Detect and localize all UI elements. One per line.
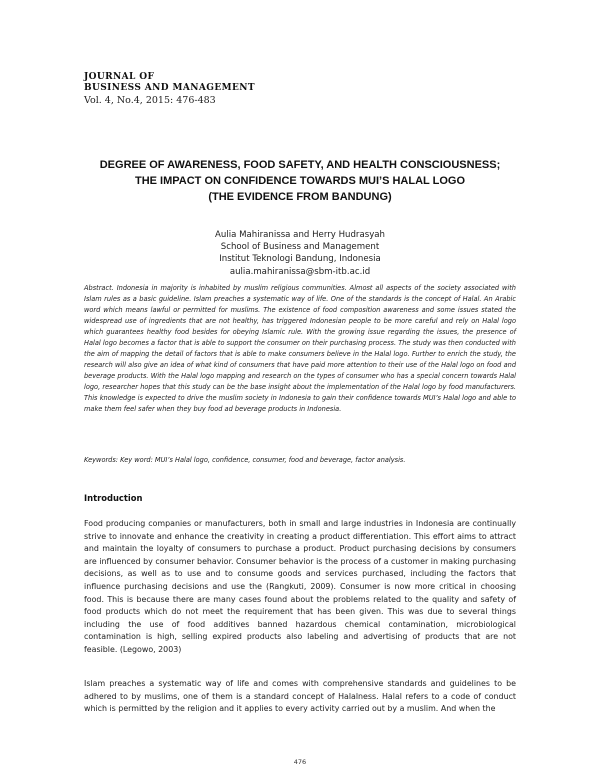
- intro-paragraph-2: Islam preaches a systematic way of life and comes with comprehensive standards and guidelines to be adhered to by muslims, one of them is a standard concept of Halalness. Halal refers to a code of conduct which is permitted by the religion and it applies to every activity carried out by a muslim. And when the: [84, 679, 516, 714]
- title-line1: DEGREE OF AWARENESS, FOOD SAFETY, AND HEALTH CONSCIOUSNESS;: [99, 159, 501, 171]
- journal-volume: Vol. 4, No.4, 2015: 476-483: [84, 95, 216, 106]
- author-email: aulia.mahiranissa@sbm-itb.ac.id: [229, 266, 371, 277]
- abstract: Abstract. Indonesia in majority is inhabited by muslim religious communities. Almost all aspects of the society associated with Islam rules as a basic guideline. Islam preaches a systematic way of life. One of the standards is the concept of Halal. An Arabic word which means lawful or permitted for muslims. The existence of food composition awareness and some issues stated the widespread use of ingredients that are not healthy, has triggered Indonesian people to be more careful and rely on Halal logo which guarantees healthy food besides for obeying Islamic rule. With the growing issue regarding the issues, the presence of Halal logo becomes a factor that is able to support the consumer on their purchasing process. The study was then conducted with the aim of mapping the detail of factors that is able to make consumers believe in the Halal logo. Further to enrich the study, the research will also give an idea of what kind of consumers that have paid more attention to their use of the Halal logo on food and beverage products. With the Halal logo mapping and research on the types of consumer who has a special concern towards Halal logo, researcher hopes that this study can be the base insight about the implementation of the Halal logo by food manufacturers. This knowledge is expected to drive the muslim society in Indonesia to gain their confidence towards MUI’s Halal logo and able to make them feel safer when they buy food ad beverage products in Indonesia.: [84, 284, 516, 413]
- keywords: Keywords: Key word: MUI’s Halal logo, confidence, consumer, food and beverage, factor analysis.: [84, 456, 406, 464]
- intro-paragraph-1: Food producing companies or manufacturers, both in small and large industries in Indonesia are continually strive to innovate and enhance the creativity in creating a product differentiation. This effort aims to attract and maintain the loyalty of consumers to purchase a product. Product purchasing decisions by consumers are influenced by consumer behavior. Consumer behavior is the process of a customer in making purchasing decisions, as well as to use and to consume goods and services purchased, including the factors that influence purchasing decisions and use the (Rangkuti, 2009). Consumer is now more critical in choosing food. This is because there are many cases found about the problems related to the quality and safety of food products which do not meet the requirement that has been given. This was due to several things including the use of food additives banned hazardous chemical contamination, microbiological contamination is high, selling expired products also labeling and advertising of products that are not feasible. (Legowo, 2003): [84, 519, 516, 654]
- title-line3: (THE EVIDENCE FROM BANDUNG): [208, 191, 392, 203]
- title-line2: THE IMPACT ON CONFIDENCE TOWARDS MUI’S HALAL LOGO: [135, 175, 465, 187]
- author-block: [60, 229, 540, 278]
- author-institute: Institut Teknologi Bandung, Indonesia: [219, 254, 381, 265]
- journal-name-line1: JOURNAL OF: [84, 72, 155, 82]
- journal-name-line2: BUSINESS AND MANAGEMENT: [84, 83, 255, 93]
- section-heading-introduction: Introduction: [84, 493, 143, 503]
- paper-title: [60, 157, 540, 205]
- page-number: 476: [293, 758, 307, 766]
- author-names: Aulia Mahiranissa and Herry Hudrasyah: [214, 230, 386, 240]
- author-school: School of Business and Management: [220, 242, 380, 253]
- journal-header: [84, 72, 255, 107]
